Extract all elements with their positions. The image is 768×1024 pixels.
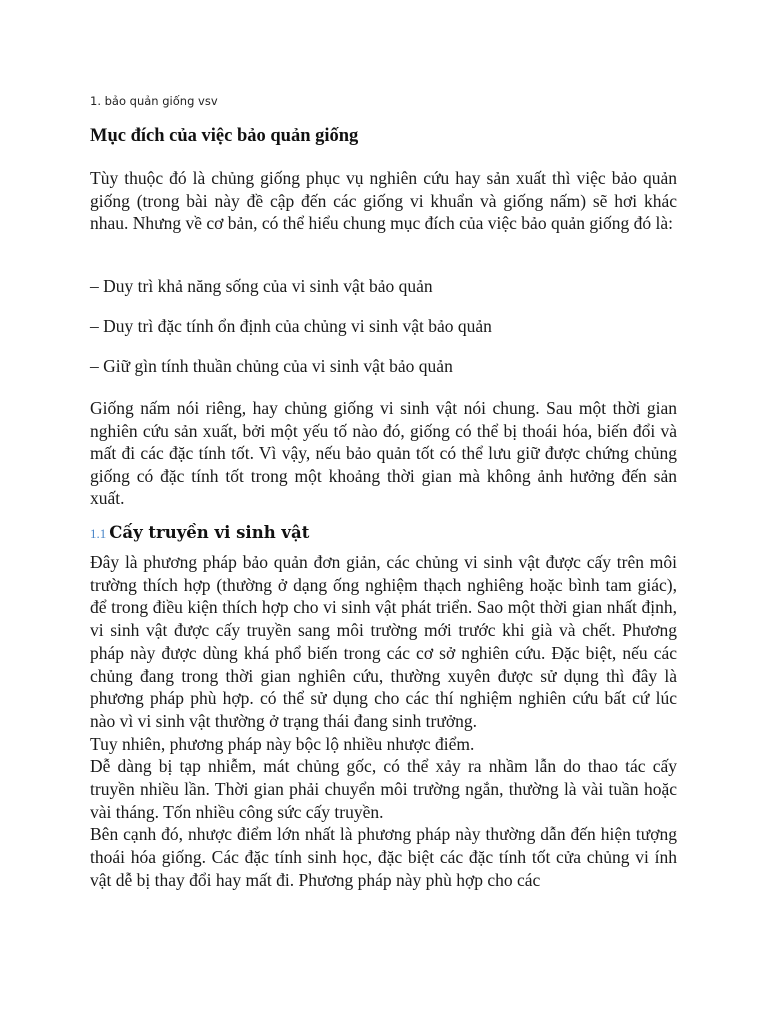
section-heading: Mục đích của việc bảo quản giống bbox=[90, 126, 359, 146]
subsection-body bbox=[90, 551, 677, 892]
bullet-item: – Duy trì đặc tính ổn định của chủng vi sinh vật bảo quản bbox=[90, 316, 492, 336]
bullet-item: – Duy trì khả năng sống của vi sinh vật bảo quản bbox=[90, 276, 433, 296]
body-paragraph: Tuy nhiên, phương pháp này bộc lộ nhiều nhược điểm. bbox=[90, 733, 475, 754]
subsection-heading bbox=[90, 523, 309, 543]
body-paragraph: Dễ dàng bị tạp nhiễm, mát chủng gốc, có thể xảy ra nhầm lẫn do thao tác cấy truyền nhiều lần. Thời gian phải chuyển môi trường ngắn, thường là vài tuần hoặc vài tháng. Tốn nhiều công sức cấy truyền. bbox=[90, 756, 677, 822]
intro-paragraph: Tùy thuộc đó là chủng giống phục vụ nghiên cứu hay sản xuất thì việc bảo quản giống (trong bài này đề cập đến các giống vi khuẩn và giống nấm) sẽ hơi khác nhau. Nhưng về cơ bản, có thể hiểu chung mục đích của việc bảo quản giống đó là: bbox=[90, 168, 677, 233]
document-top-label: 1. bảo quản giống vsv bbox=[90, 94, 218, 108]
bullet-item: – Giữ gìn tính thuần chủng của vi sinh vật bảo quản bbox=[90, 356, 453, 376]
body-paragraph: Bên cạnh đó, nhược điểm lớn nhất là phương pháp này thường dẫn đến hiện tượng thoái hóa giống. Các đặc tính sinh học, đặc biệt các đặc tính tốt cửa chủng vi ính vật dễ bị thay đổi hay mất đi. Phương pháp này phù hợp cho các bbox=[90, 824, 677, 890]
subsection-number: 1.1 bbox=[90, 526, 107, 541]
body-paragraph: Giống nấm nói riêng, hay chủng giống vi sinh vật nói chung. Sau một thời gian nghiên cứu sản xuất, bởi một yếu tố nào đó, giống có thể bị thoái hóa, biến đổi và mất đi các đặc tính tốt. Vì vậy, nếu bảo quản tốt có thể lưu giữ được chứng chủng giống có đặc tính tốt trong một khoảng thời gian mà không ảnh hưởng đến sản xuất. bbox=[90, 398, 677, 508]
subsection-title: Cấy truyền vi sinh vật bbox=[109, 523, 310, 542]
body-paragraph: Đây là phương pháp bảo quản đơn giản, các chủng vi sinh vật được cấy trên môi trường thích hợp (thường ở dạng ống nghiệm thạch nghiêng hoặc bình tam giác), để trong điều kiện thích hợp cho vi sinh vật phát triển. Sao một thời gian nhất định, vi sinh vật được cấy truyền sang môi trường mới trước khi già và chết. Phương pháp này được dùng khá phổ biến trong các cơ sở nghiên cứu. Đặc biệt, nếu các chủng đang trong thời gian nghiên cứu, thường xuyên được sử dụng thì đây là phương pháp phù hợp. có thể sử dụng cho các thí nghiệm nghiên cứu bất cứ lúc nào vì vi sinh vật thường ở trạng thái đang sinh trưởng. bbox=[90, 552, 677, 731]
